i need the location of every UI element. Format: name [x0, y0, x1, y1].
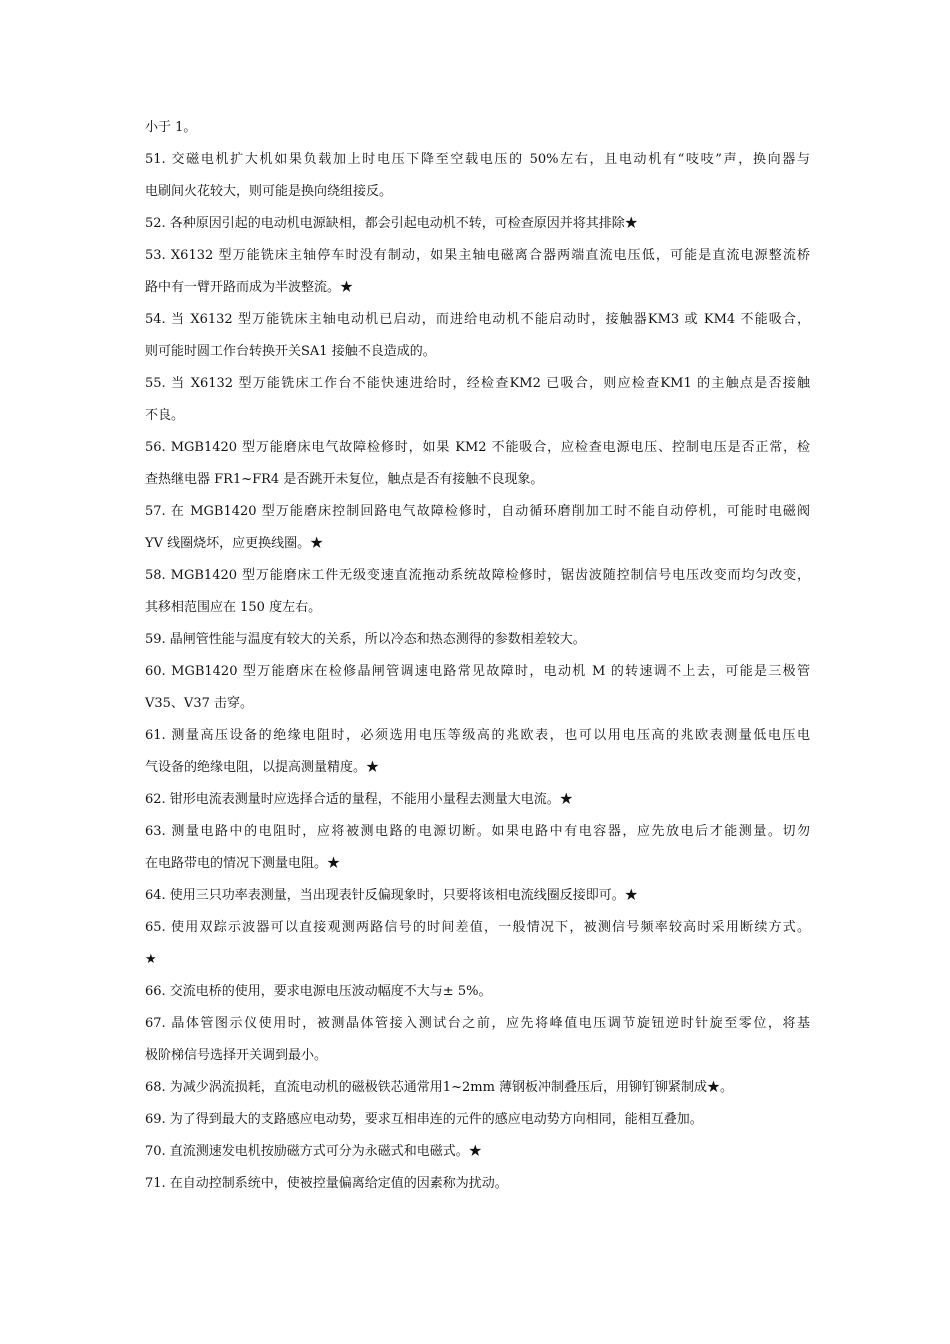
- text-line: 查热继电器 FR1~FR4 是否跳开未复位，触点是否有接触不良现象。: [145, 472, 544, 487]
- text-line: 64. 使用三只功率表测量，当出现表针反偏现象时，只要将该相电流线圈反接即可。★: [145, 888, 638, 903]
- text-line: 不良。: [145, 408, 185, 423]
- text-line: 电刷间火花较大，则可能是换向绕组接反。: [145, 184, 393, 199]
- text-line: 53. X6132 型万能铣床主轴停车时没有制动，如果主轴电磁离合器两端直流电压低，可能是直流电源整流桥: [145, 248, 810, 263]
- text-line: 60. MGB1420 型万能磨床在检修晶闸管调速电路常见故障时，电动机 M 的转速调不上去，可能是三极管: [145, 664, 810, 679]
- text-line: 61. 测量高压设备的绝缘电阻时，必须选用电压等级高的兆欧表，也可以用电压高的兆欧表测量低电压电: [145, 728, 810, 743]
- text-body: [145, 112, 810, 1200]
- text-line: 69. 为了得到最大的支路感应电动势，要求互相串连的元件的感应电动势方向相同，能相互叠加。: [145, 1112, 703, 1127]
- text-line: YV 线圈烧坏，应更换线圈。★: [145, 536, 324, 551]
- text-line: 66. 交流电桥的使用，要求电源电压波动幅度不大与± 5%。: [145, 984, 492, 999]
- text-line: 小于 1。: [145, 120, 197, 135]
- text-line: 其移相范围应在 150 度左右。: [145, 600, 322, 615]
- text-line: 56. MGB1420 型万能磨床电气故障检修时，如果 KM2 不能吸合，应检查电源电压、控制电压是否正常，检: [145, 440, 810, 455]
- text-line: 63. 测量电路中的电阻时，应将被测电路的电源切断。如果电路中有电容器，应先放电后才能测量。切勿: [145, 824, 810, 839]
- text-line: 则可能时圆工作台转换开关SA1 接触不良造成的。: [145, 344, 436, 359]
- text-line: 气设备的绝缘电阻，以提高测量精度。★: [145, 760, 380, 775]
- text-line: 51. 交磁电机扩大机如果负载加上时电压下降至空载电压的 50%左右，且电动机有“吱吱”声，换向器与: [145, 152, 810, 167]
- text-line: 71. 在自动控制系统中，使被控量偏离给定值的因素称为扰动。: [145, 1176, 508, 1191]
- text-line: 68. 为减少涡流损耗，直流电动机的磁极铁芯通常用1~2mm 薄钢板冲制叠压后，用铆钉铆紧制成★。: [145, 1080, 734, 1095]
- text-line: 59. 晶闸管性能与温度有较大的关系，所以冷态和热态测得的参数相差较大。: [145, 632, 586, 647]
- text-line: 62. 钳形电流表测量时应选择合适的量程，不能用小量程去测量大电流。★: [145, 792, 573, 807]
- text-line: 58. MGB1420 型万能磨床工件无级变速直流拖动系统故障检修时，锯齿波随控制信号电压改变而均匀改变，: [145, 568, 810, 583]
- text-line: 55. 当 X6132 型万能铣床工作台不能快速进给时，经检查KM2 已吸合，则应检查KM1 的主触点是否接触: [145, 376, 810, 391]
- text-line: 57. 在 MGB1420 型万能磨床控制回路电气故障检修时，自动循环磨削加工时不能自动停机，可能时电磁阀: [145, 504, 810, 519]
- text-line: 在电路带电的情况下测量电阻。★: [145, 856, 341, 871]
- text-line: 54. 当 X6132 型万能铣床主轴电动机已启动，而进给电动机不能启动时，接触器KM3 或 KM4 不能吸合，: [145, 312, 810, 327]
- text-line: 路中有一臂开路而成为半波整流。★: [145, 280, 354, 295]
- text-line: 67. 晶体管图示仪使用时，被测晶体管接入测试台之前，应先将峰值电压调节旋钮逆时针旋至零位，将基: [145, 1016, 810, 1031]
- text-line: 65. 使用双踪示波器可以直接观测两路信号的时间差值，一般情况下，被测信号频率较高时采用断续方式。: [145, 920, 810, 935]
- text-line: 52. 各种原因引起的电动机电源缺相，都会引起电动机不转，可检查原因并将其排除★: [145, 216, 638, 231]
- text-line: ★: [145, 952, 157, 967]
- text-line: 70. 直流测速发电机按励磁方式可分为永磁式和电磁式。★: [145, 1144, 482, 1159]
- text-line: 极阶梯信号选择开关调到最小。: [145, 1048, 328, 1063]
- text-line: V35、V37 击穿。: [145, 696, 253, 711]
